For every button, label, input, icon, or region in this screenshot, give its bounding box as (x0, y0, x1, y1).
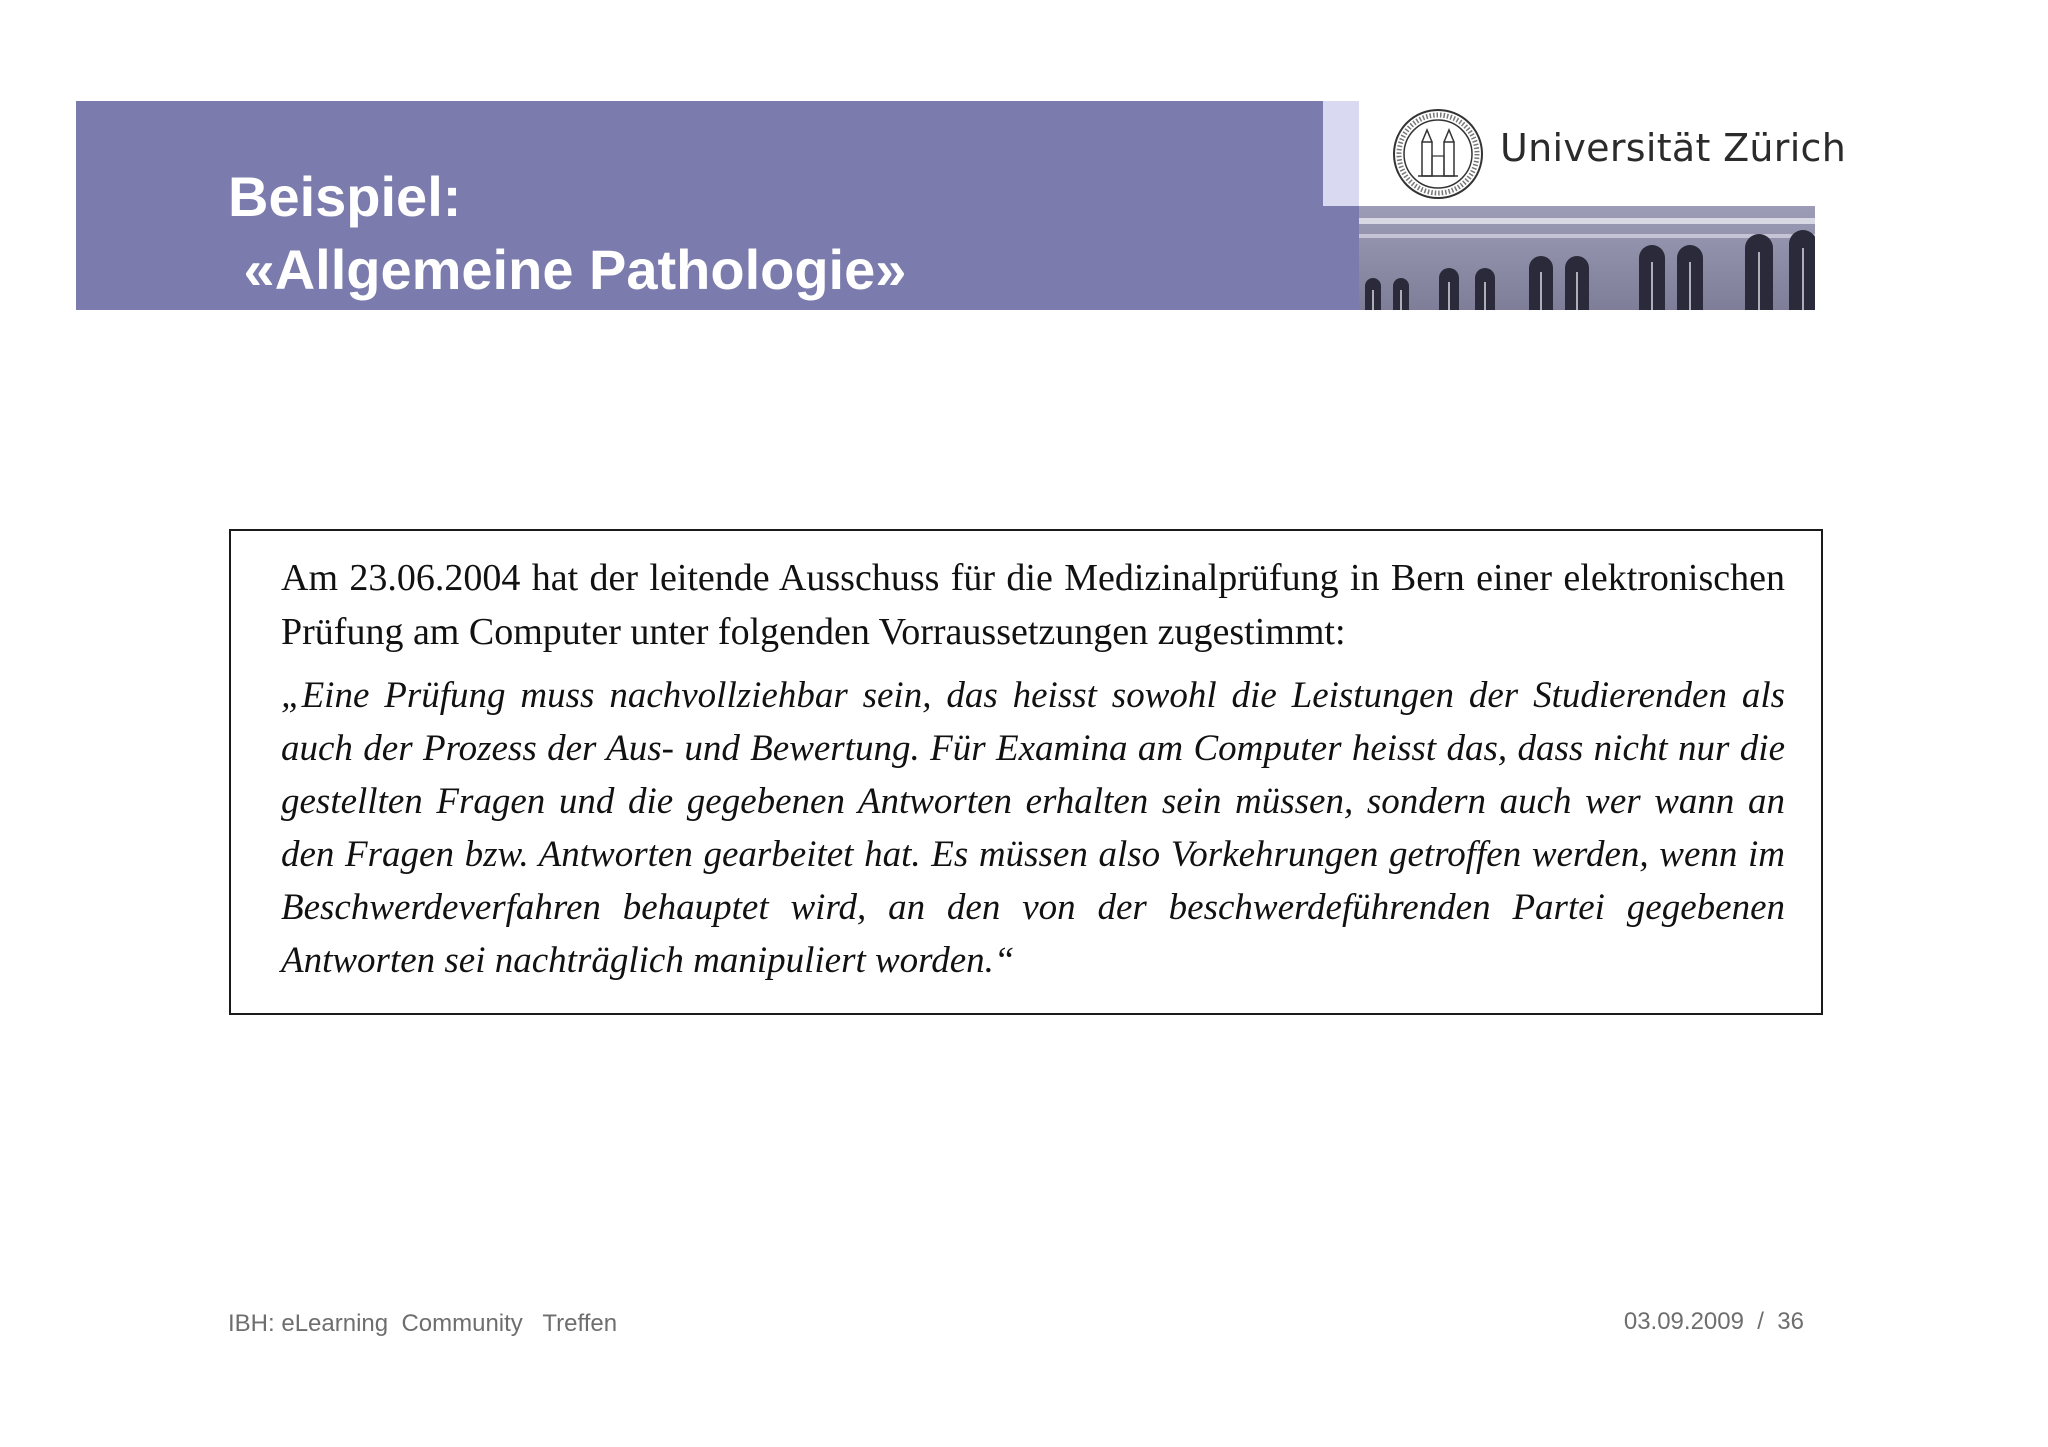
footer-date-page: 03.09.2009 / 36 (1623, 1308, 1804, 1335)
header-accent (1323, 101, 1359, 206)
quote-text: „Eine Prüfung muss nachvollziehbar sein, das heisst sowohl die Leistungen der Studierenden als auch der Prozess der Aus- und Bewertung. Für Examina am Computer heisst das, dass nicht nur die gestellten Fragen und die gegebenen Antworten erhalten sein müssen, sondern auch wer wann an den Fragen bzw. Antworten gearbeitet hat. Es müssen also Vorkehrungen getroffen werden, wenn im Beschwerdeverfahren behauptet wird, an den von der beschwerdeführenden Partei gegebenen Antworten sei nachträglich manipuliert worden.“ (281, 675, 1785, 981)
footer-event: IBH: eLearning Community Treffen (228, 1310, 618, 1337)
quote-intro: Am 23.06.2004 hat der leitende Ausschuss für die Medizinalprüfung in Bern einer elektronischen Prüfung am Computer unter folgenden Vorraussetzungen zugestimmt: (281, 557, 1785, 653)
slide-title-line-1: Beispiel: (228, 165, 462, 228)
slide-title (228, 160, 906, 306)
slide-title-line-2: «Allgemeine Pathologie» (228, 238, 907, 301)
university-building-icon (1359, 206, 1815, 310)
university-seal-icon (1392, 108, 1484, 200)
quote-box (229, 529, 1823, 1015)
university-name: Universität Zürich (1500, 126, 1847, 170)
